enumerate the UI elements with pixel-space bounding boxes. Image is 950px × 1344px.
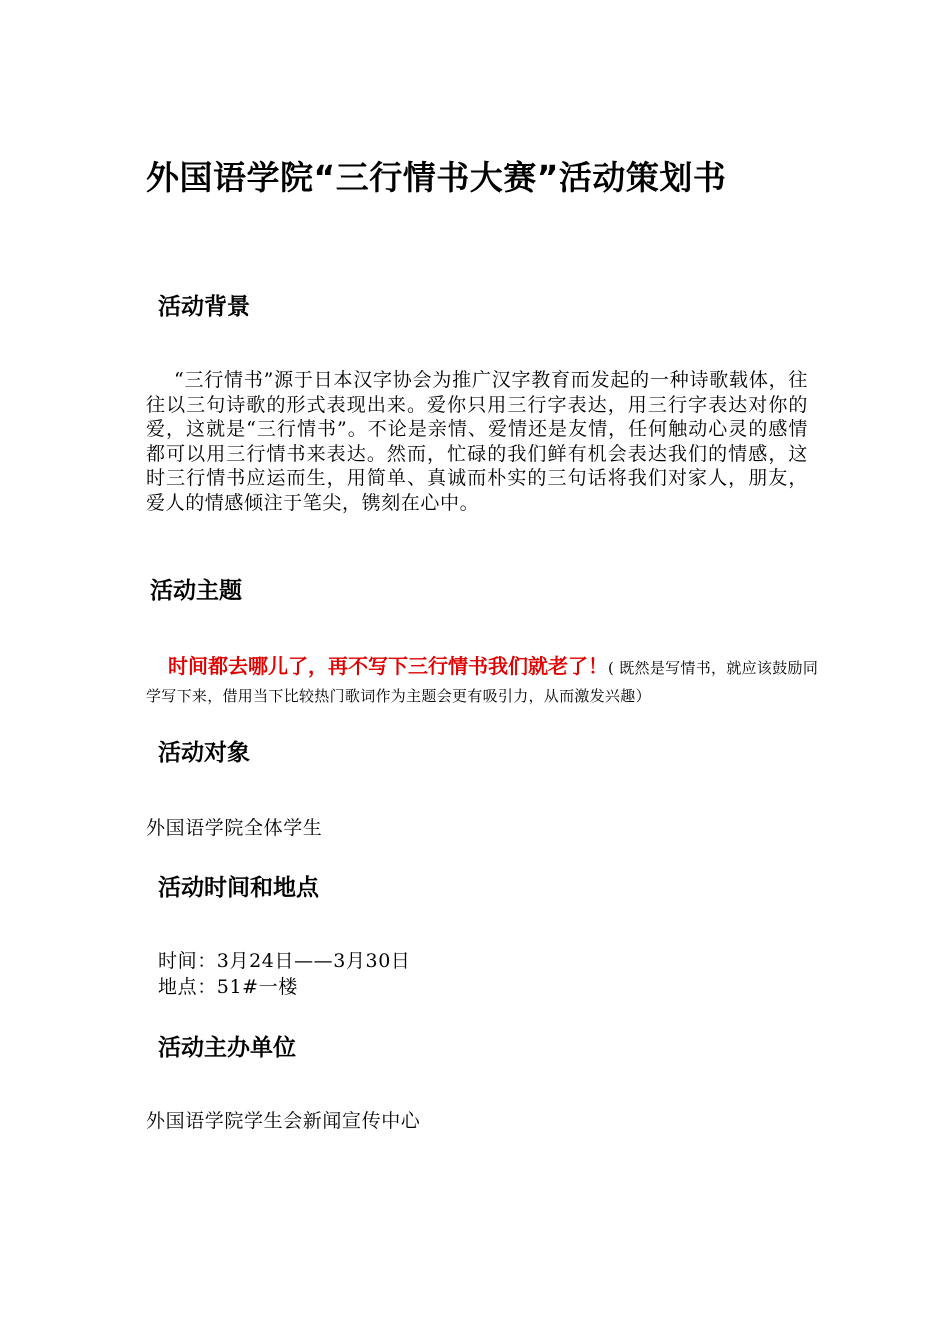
theme-note: ( 既然是写情书，就应该鼓励同学写下来，借用当下比较热门歌词作为主题会更有吸引力，从而激发兴趣）: [146, 659, 819, 705]
theme-paragraph: [146, 652, 826, 710]
heading-theme: 活动主题: [150, 578, 242, 604]
time-text: 时间：3月24日——3月30日: [158, 950, 411, 972]
organizer-text: 外国语学院学生会新闻宣传中心: [146, 1110, 421, 1132]
heading-organizer: 活动主办单位: [158, 1035, 296, 1061]
document-title: 外国语学院“三行情书大赛”活动策划书: [146, 158, 727, 197]
heading-background: 活动背景: [158, 294, 250, 320]
background-paragraph: “三行情书”源于日本汉字协会为推广汉字教育而发起的一种诗歌载体，往往以三句诗歌的形式表现出来。爱你只用三行字表达，用三行字表达对你的爱，这就是“三行情书”。不论是亲情、爱情还是友情，任何触动心灵的感情都可以用三行情书来表达。然而，忙碌的我们鲜有机会表达我们的情感，这时三行情书应运而生，用简单、真诚而朴实的三句话将我们对家人，朋友，爱人的情感倾注于笔尖，镌刻在心中。: [146, 369, 808, 514]
heading-time-place: 活动时间和地点: [158, 875, 319, 901]
heading-audience: 活动对象: [158, 740, 250, 766]
place-text: 地点：51#一楼: [158, 976, 298, 998]
theme-slogan: 时间都去哪儿了，再不写下三行情书我们就老了！: [168, 654, 608, 678]
audience-text: 外国语学院全体学生: [146, 817, 323, 839]
